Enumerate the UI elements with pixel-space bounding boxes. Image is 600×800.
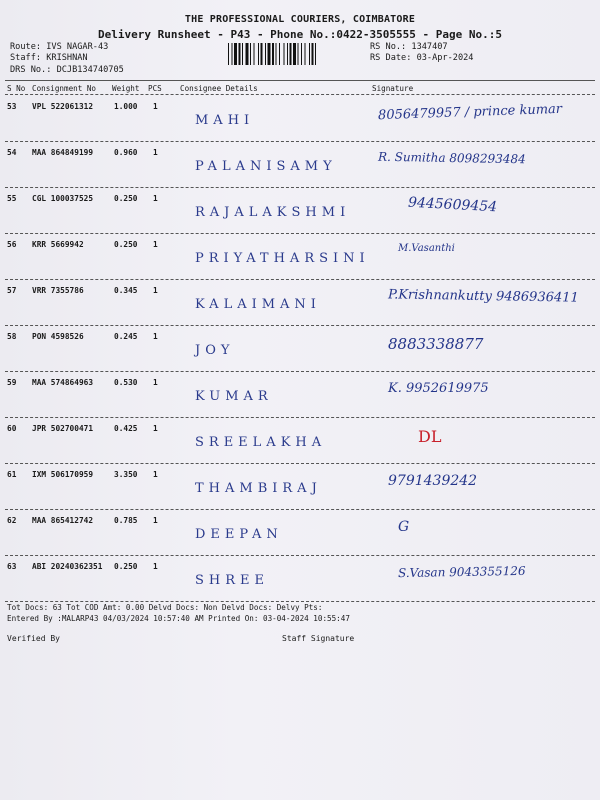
- row-divider: [5, 371, 595, 372]
- row-consignment-no: CGL 100037525: [32, 194, 94, 203]
- row-pcs: 1: [153, 148, 158, 157]
- row-signature: 9445609454: [407, 194, 498, 216]
- row-consignment-no: ABI 20240362351: [32, 562, 103, 571]
- row-pcs: 1: [153, 194, 158, 203]
- staff-label: Staff: KRISHNAN: [10, 53, 88, 63]
- row-pcs: 1: [153, 516, 158, 525]
- row-signature: 8883338877: [388, 335, 484, 353]
- row-divider: [5, 463, 595, 464]
- company-title: THE PROFESSIONAL COURIERS, COIMBATORE: [184, 14, 416, 25]
- row-consignment-no: VPL 522061312: [32, 102, 94, 111]
- row-sno: 55: [7, 194, 17, 203]
- verified-by-label: Verified By: [7, 634, 60, 643]
- row-signature: S.Vasan 9043355126: [397, 563, 526, 581]
- header-rule: [5, 80, 595, 81]
- row-signature: DL: [418, 427, 442, 446]
- header-divider: [5, 94, 595, 95]
- rs-date: RS Date: 03-Apr-2024: [370, 53, 474, 63]
- row-divider: [5, 325, 595, 326]
- row-pcs: 1: [153, 378, 158, 387]
- rs-number: RS No.: 1347407: [370, 42, 448, 52]
- row-weight: 0.250: [114, 240, 138, 249]
- row-consignment-no: IXM 506170959: [32, 470, 94, 479]
- row-signature: 8056479957 / prince kumar: [377, 101, 563, 124]
- row-consignment-no: JPR 502700471: [32, 424, 94, 433]
- row-consignee-name: PRIYATHARSINI: [195, 251, 370, 266]
- row-sno: 60: [7, 424, 17, 433]
- row-sno: 61: [7, 470, 17, 479]
- col-consignee: Consignee Details: [180, 84, 258, 93]
- row-weight: 0.785: [114, 516, 138, 525]
- row-divider: [5, 233, 595, 234]
- row-signature: 9791439242: [388, 473, 478, 489]
- row-weight: 0.245: [114, 332, 138, 341]
- row-pcs: 1: [153, 470, 158, 479]
- row-signature: K. 9952619975: [388, 381, 489, 396]
- row-sno: 63: [7, 562, 17, 571]
- col-consignment: Consignment No: [32, 84, 97, 93]
- row-divider: [5, 187, 595, 188]
- row-consignee-name: KUMAR: [195, 389, 273, 404]
- row-weight: 0.250: [114, 562, 138, 571]
- row-consignee-name: JOY: [195, 343, 235, 358]
- row-divider: [5, 417, 595, 418]
- col-weight: Weight: [112, 84, 140, 93]
- row-divider: [5, 601, 595, 602]
- row-sno: 58: [7, 332, 17, 341]
- row-signature: R. Sumitha 8098293484: [377, 149, 526, 167]
- drs-number: DRS No.: DCJB134740705: [10, 65, 124, 75]
- row-consignment-no: KRR 5669942: [32, 240, 84, 249]
- col-signature: Signature: [372, 84, 414, 93]
- row-consignee-name: DEEPAN: [195, 527, 283, 542]
- row-divider: [5, 555, 595, 556]
- row-sno: 56: [7, 240, 17, 249]
- row-consignment-no: MAA 865412742: [32, 516, 94, 525]
- row-weight: 3.350: [114, 470, 138, 479]
- col-pcs: PCS: [148, 84, 162, 93]
- row-consignee-name: RAJALAKSHMI: [195, 205, 351, 220]
- row-weight: 0.425: [114, 424, 138, 433]
- row-pcs: 1: [153, 562, 158, 571]
- entered-line: Entered By :MALARP43 04/03/2024 10:57:40 AM Printed On: 03-04-2024 10:55:47: [7, 614, 350, 623]
- col-sno: S No: [7, 84, 26, 93]
- row-weight: 0.960: [114, 148, 138, 157]
- row-pcs: 1: [153, 332, 158, 341]
- row-divider: [5, 141, 595, 142]
- row-consignment-no: MAA 574864963: [32, 378, 94, 387]
- row-divider: [5, 509, 595, 510]
- row-consignee-name: MAHI: [195, 113, 255, 128]
- row-divider: [5, 279, 595, 280]
- row-pcs: 1: [153, 102, 158, 111]
- row-pcs: 1: [153, 240, 158, 249]
- row-consignment-no: MAA 864849199: [32, 148, 94, 157]
- row-consignee-name: SHREE: [195, 573, 270, 588]
- row-sno: 62: [7, 516, 17, 525]
- row-sno: 59: [7, 378, 17, 387]
- row-consignment-no: PON 4598526: [32, 332, 84, 341]
- staff-signature-label: Staff Signature: [282, 634, 355, 643]
- row-sno: 57: [7, 286, 17, 295]
- barcode-image: [228, 43, 356, 65]
- row-weight: 0.530: [114, 378, 138, 387]
- row-signature: M.Vasanthi: [398, 243, 455, 254]
- row-signature: P.Krishnankutty 9486936411: [387, 287, 579, 306]
- totals-line: Tot Docs: 63 Tot COD Amt: 0.00 Delvd Docs: Non Delvd Docs: Delvy Pts:: [7, 603, 323, 612]
- row-weight: 0.250: [114, 194, 138, 203]
- runsheet-subtitle: Delivery Runsheet - P43 - Phone No.:0422-3505555 - Page No.:5: [98, 28, 502, 41]
- row-consignment-no: VRR 7355786: [32, 286, 84, 295]
- row-sno: 54: [7, 148, 17, 157]
- row-weight: 1.000: [114, 102, 138, 111]
- row-sno: 53: [7, 102, 17, 111]
- row-weight: 0.345: [114, 286, 138, 295]
- route-label: Route: IVS NAGAR-43: [10, 42, 109, 52]
- row-consignee-name: SREELAKHA: [195, 435, 327, 450]
- row-pcs: 1: [153, 424, 158, 433]
- row-consignee-name: KALAIMANI: [195, 297, 321, 312]
- row-signature: G: [398, 519, 410, 535]
- row-consignee-name: THAMBIRAJ: [195, 481, 322, 496]
- row-consignee-name: PALANISAMY: [195, 159, 337, 174]
- row-pcs: 1: [153, 286, 158, 295]
